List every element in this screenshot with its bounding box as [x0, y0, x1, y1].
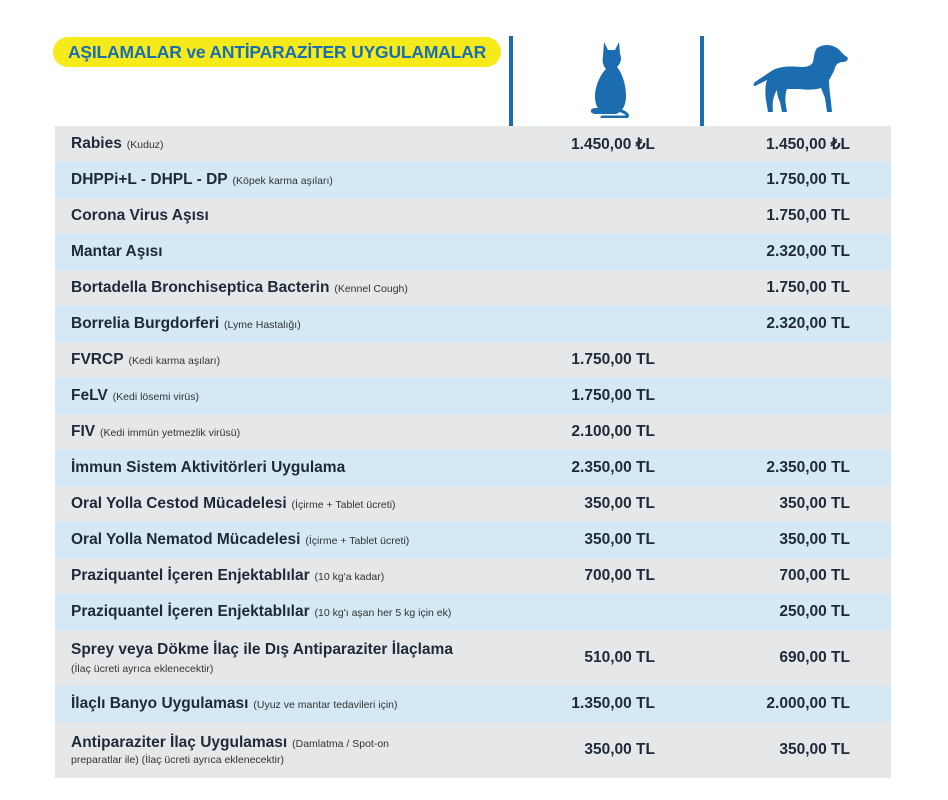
service-note: (Köpek karma aşıları): [229, 175, 333, 187]
service-title: Oral Yolla Nematod Mücadelesi: [71, 531, 301, 548]
dog-price: 1.750,00 TL: [766, 207, 850, 224]
service-title: FeLV: [71, 387, 108, 404]
service-note: (Kedi immün yetmezlik virüsü): [97, 427, 241, 439]
cat-price: 1.350,00 TL: [571, 695, 655, 712]
dog-price: 350,00 TL: [779, 741, 850, 758]
table-row: [55, 522, 891, 558]
service-name: [71, 315, 301, 333]
service-name: [71, 459, 345, 477]
service-name: [71, 387, 199, 405]
service-note: (İçirme + Tablet ücreti): [302, 535, 410, 547]
service-title: FIV: [71, 423, 96, 440]
service-name: [71, 495, 396, 513]
dog-price: 690,00 TL: [779, 649, 850, 666]
service-name: [71, 135, 164, 153]
cat-price: 350,00 TL: [584, 531, 655, 548]
table-row: [55, 558, 891, 594]
dog-price: 2.350,00 TL: [766, 459, 850, 476]
service-note: (10 kg'a kadar): [311, 571, 385, 583]
cat-price: 510,00 TL: [584, 649, 655, 666]
service-name: [71, 567, 384, 585]
table-row: [55, 306, 891, 342]
service-name: [71, 531, 409, 549]
cat-price: 700,00 TL: [584, 567, 655, 584]
dog-price: 1.450,00 ₺L: [766, 135, 850, 153]
service-name: [71, 695, 398, 713]
service-note: (Kennel Cough): [331, 283, 408, 295]
service-name: [71, 243, 163, 261]
service-title: Oral Yolla Cestod Mücadelesi: [71, 495, 287, 512]
service-title: FVRCP: [71, 351, 124, 368]
service-note: (Uyuz ve mantar tedavileri için): [250, 699, 398, 711]
cat-price: 1.750,00 TL: [571, 387, 655, 404]
service-title: Antiparaziter İlaç Uygulaması: [71, 734, 288, 752]
cat-price: 2.100,00 TL: [571, 423, 655, 440]
service-name: [71, 640, 453, 677]
table-row: [55, 722, 891, 778]
service-note: (Kedi lösemi virüs): [109, 391, 200, 403]
service-title: Praziquantel İçeren Enjektablılar: [71, 603, 310, 620]
service-name: [71, 351, 220, 369]
dog-price: 2.320,00 TL: [766, 315, 850, 332]
table-row: [55, 414, 891, 450]
service-note-continued: preparatlar ile) (İlaç ücreti ayrıca eklenecektir): [71, 753, 284, 766]
cat-price: 350,00 TL: [584, 495, 655, 512]
table-row: [55, 686, 891, 722]
service-title: İmmun Sistem Aktivitörleri Uygulama: [71, 459, 346, 476]
cat-price: 1.450,00 ₺L: [571, 135, 655, 153]
service-title: Bortadella Bronchiseptica Bacterin: [71, 279, 330, 296]
dog-price: 1.750,00 TL: [766, 171, 850, 188]
table-row: [55, 378, 891, 414]
service-note: (10 kg'ı aşan her 5 kg için ek): [311, 607, 452, 619]
service-note: (Kuduz): [123, 139, 164, 151]
table-row: [55, 126, 891, 162]
service-name: [71, 603, 451, 621]
service-title: Rabies: [71, 135, 122, 152]
service-name: [71, 207, 209, 225]
table-row: [55, 594, 891, 630]
service-name: [71, 171, 333, 189]
dog-price: 350,00 TL: [779, 495, 850, 512]
service-name: [71, 279, 408, 297]
service-note: (İçirme + Tablet ücreti): [288, 499, 396, 511]
table-row: [55, 198, 891, 234]
cat-price: 1.750,00 TL: [571, 351, 655, 368]
table-row: [55, 162, 891, 198]
dog-price: 250,00 TL: [779, 603, 850, 620]
cat-price: 350,00 TL: [584, 741, 655, 758]
page-title: AŞILAMALAR ve ANTİPARAZİTER UYGULAMALAR: [53, 37, 501, 67]
table-row: [55, 486, 891, 522]
table-row: [55, 342, 891, 378]
dog-price: 2.000,00 TL: [766, 695, 850, 712]
service-title: Sprey veya Dökme İlaç ile Dış Antiparaziter İlaçlama: [71, 640, 453, 658]
service-note: (Lyme Hastalığı): [221, 319, 301, 331]
service-note: (Damlatma / Spot-on: [289, 738, 390, 751]
table-row: [55, 234, 891, 270]
dog-price: 700,00 TL: [779, 567, 850, 584]
service-name: [71, 423, 240, 441]
service-title: Borrelia Burgdorferi: [71, 315, 220, 332]
service-title: Mantar Aşısı: [71, 243, 163, 260]
service-title: İlaçlı Banyo Uygulaması: [71, 695, 249, 712]
dog-price: 1.750,00 TL: [766, 279, 850, 296]
dog-price: 350,00 TL: [779, 531, 850, 548]
cat-price: 2.350,00 TL: [571, 459, 655, 476]
service-title: DHPPi+L - DHPL - DP: [71, 171, 228, 188]
service-name: [71, 733, 389, 767]
service-title: Corona Virus Aşısı: [71, 207, 209, 224]
dog-price: 2.320,00 TL: [766, 243, 850, 260]
table-row: [55, 270, 891, 306]
service-note: (Kedi karma aşıları): [125, 355, 221, 367]
cat-icon: [582, 40, 632, 118]
dog-icon: [751, 42, 849, 114]
service-title: Praziquantel İçeren Enjektablılar: [71, 567, 310, 584]
service-note: (İlaç ücreti ayrıca eklenecektir): [71, 663, 214, 676]
table-row: [55, 630, 891, 686]
table-row: [55, 450, 891, 486]
